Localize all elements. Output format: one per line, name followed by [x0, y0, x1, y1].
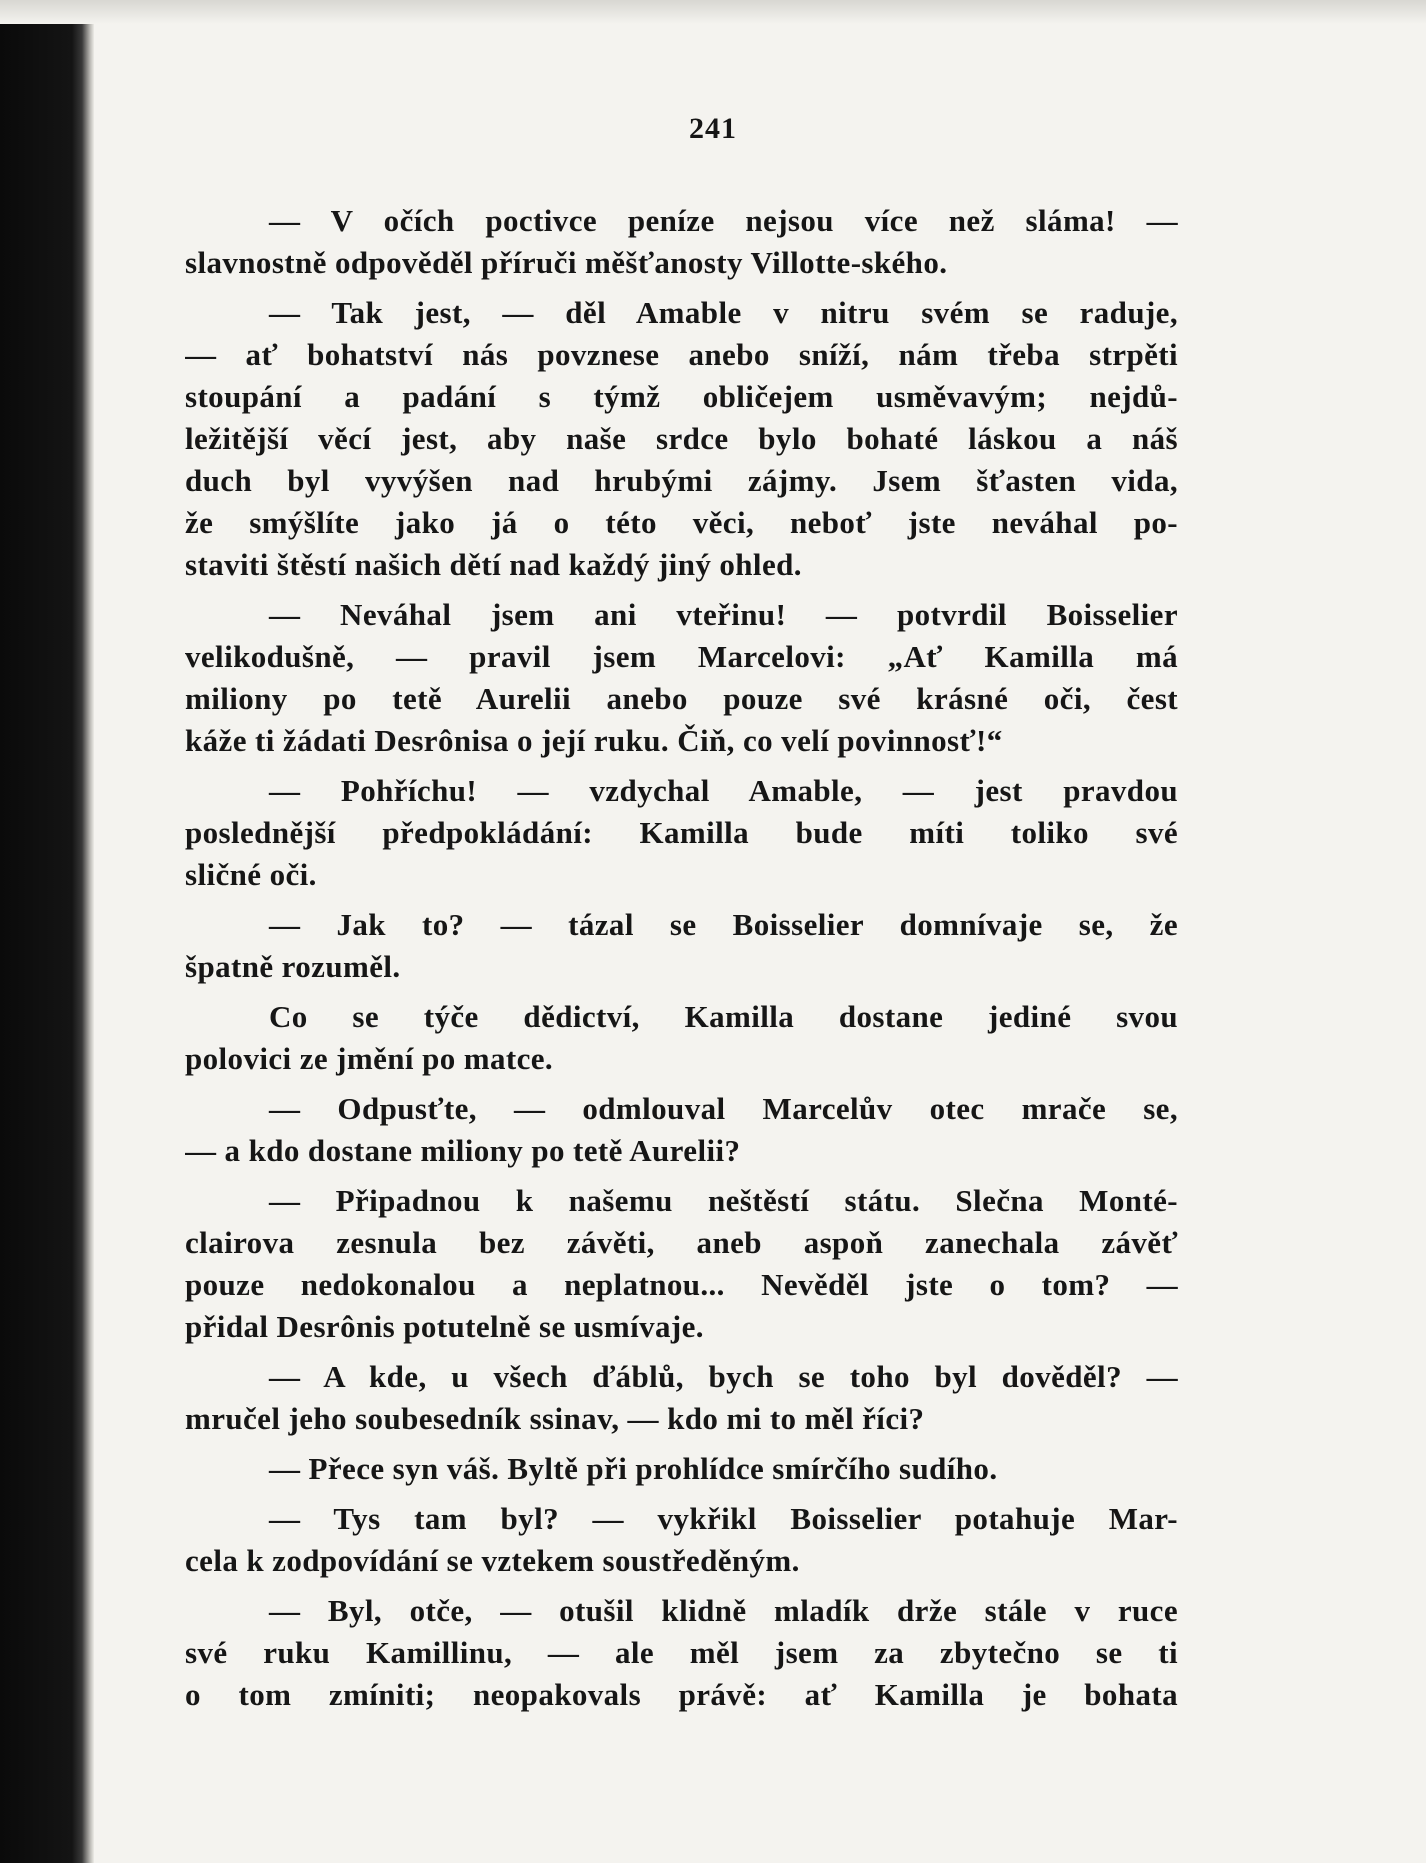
text-line: cela k zodpovídání se vztekem soustředěným. — [185, 1543, 800, 1578]
text-line: ležitější věcí jest, aby naše srdce bylo bohaté láskou a náš — [185, 421, 1178, 456]
text-line: — ať bohatství nás povznese anebo sníží, nám třeba strpěti — [185, 337, 1178, 372]
body-text — [185, 200, 1178, 1724]
text-line: káže ti žádati Desrônisa o její ruku. Čiň, co velí povinnosť!“ — [185, 723, 1003, 758]
paragraph — [185, 996, 1178, 1080]
paragraph — [185, 594, 1178, 762]
page-number: 241 — [689, 112, 737, 145]
text-line: — Odpusťte, — odmlouval Marcelův otec mrače se, — [269, 1091, 1178, 1126]
paragraph — [185, 1498, 1178, 1582]
paragraph — [185, 1448, 1178, 1490]
scan-binding-shadow — [0, 0, 94, 1863]
paragraph — [185, 1356, 1178, 1440]
text-line: špatně rozuměl. — [185, 949, 401, 984]
text-line: — A kde, u všech ďáblů, bych se toho byl dověděl? — — [269, 1359, 1178, 1394]
text-line: duch byl vyvýšen nad hrubými zájmy. Jsem šťasten vida, — [185, 463, 1178, 498]
scan-top-edge — [0, 0, 1426, 24]
paragraph — [185, 904, 1178, 988]
text-line: velikodušně, — pravil jsem Marcelovi: „Ať Kamilla má — [185, 639, 1178, 674]
text-line: — Připadnou k našemu neštěstí státu. Slečna Monté- — [269, 1183, 1178, 1218]
paragraph — [185, 1088, 1178, 1172]
text-line: — Tys tam byl? — vykřikl Boisselier potahuje Mar- — [269, 1501, 1178, 1536]
text-line: přidal Desrônis potutelně se usmívaje. — [185, 1309, 704, 1344]
text-line: stoupání a padání s týmž obličejem usměvavým; nejdů- — [185, 379, 1178, 414]
paragraph — [185, 1590, 1178, 1716]
text-line: — Byl, otče, — otušil klidně mladík drže stále v ruce — [269, 1593, 1178, 1628]
paragraph — [185, 770, 1178, 896]
text-line: clairova zesnula bez závěti, aneb aspoň zanechala závěť — [185, 1225, 1178, 1260]
text-line: že smýšlíte jako já o této věci, neboť jste neváhal po- — [185, 505, 1178, 540]
text-line: — Neváhal jsem ani vteřinu! — potvrdil Boisselier — [269, 597, 1178, 632]
text-line: — a kdo dostane miliony po tetě Aurelii? — [185, 1133, 741, 1168]
text-line: — Tak jest, — děl Amable v nitru svém se raduje, — [269, 295, 1178, 330]
text-line: pouze nedokonalou a neplatnou... Nevěděl jste o tom? — — [185, 1267, 1178, 1302]
text-line: slavnostně odpověděl příruči měšťanosty Villotte-ského. — [185, 245, 948, 280]
text-line: Co se týče dědictví, Kamilla dostane jediné svou — [269, 999, 1178, 1034]
text-line: o tom zmíniti; neopakovals právě: ať Kamilla je bohata — [185, 1677, 1178, 1712]
text-line: — V očích poctivce peníze nejsou více než sláma! — — [269, 203, 1178, 238]
text-line: — Přece syn váš. Byltě při prohlídce smírčího sudího. — [269, 1451, 998, 1486]
text-line: své ruku Kamillinu, — ale měl jsem za zbytečno se ti — [185, 1635, 1178, 1670]
text-line: mručel jeho soubesedník ssinav, — kdo mi to měl říci? — [185, 1401, 925, 1436]
text-line: — Pohříchu! — vzdychal Amable, — jest pravdou — [269, 773, 1178, 808]
text-line: poslednější předpokládání: Kamilla bude míti toliko své — [185, 815, 1178, 850]
paragraph — [185, 292, 1178, 586]
text-line: staviti štěstí našich dětí nad každý jiný ohled. — [185, 547, 802, 582]
text-line: sličné oči. — [185, 857, 317, 892]
paragraph — [185, 1180, 1178, 1348]
text-line: polovici ze jmění po matce. — [185, 1041, 554, 1076]
text-line: miliony po tetě Aurelii anebo pouze své krásné oči, čest — [185, 681, 1178, 716]
text-line: — Jak to? — tázal se Boisselier domnívaje se, že — [269, 907, 1178, 942]
paragraph — [185, 200, 1178, 284]
